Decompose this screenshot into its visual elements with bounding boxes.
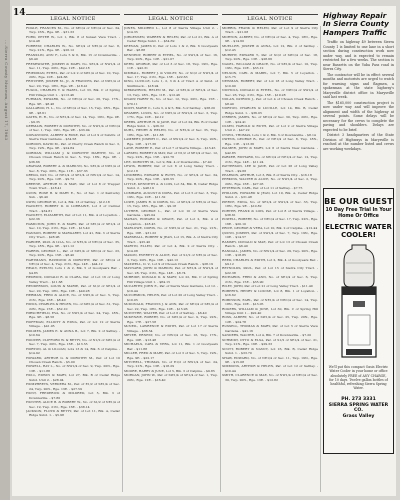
legal-notice-entry: POWELL, ROBERT, No. of NE1/4 of Sec. 17, Twp. 22N., Rge. 16E. - $20.10 (222, 217, 318, 226)
water-cooler-illustration (338, 243, 380, 361)
legal-notice-entry: PEARSON, ARTHUR, Lot 3, Blk. 6 of Sierra City. - $16.18 (222, 172, 312, 177)
legal-notice-entry: RICHARDS, FRED & ANN, No. of SE1/4 of Sec. 6, Twp. 21N., Rge. 15E. - $35.90 (222, 275, 318, 284)
ad-subhead: 10 Day Free Trial In Your Home Or Office (325, 208, 392, 219)
legal-notice-entry: KNAPP, HARRY W., No. of Sec. 12, Twp. 20N., Rge. 15E. - $70.11 (124, 97, 218, 106)
legal-notice-entry: HEALY, EVELYN, Lots 1 & 2, Blk. 5 of Goodyears Bar. - $4.85 (26, 266, 120, 275)
legal-notice-entry: KEENAN, JAMES P., Par. of Lots 1 & 2, Blk. 6 Goodyears Bar. - $8.88 (124, 43, 218, 53)
legal-notice-entry: PORTER, FRANK & LOIS, Par. of Lot 8 of Sierra Village. - $38.61 (222, 208, 318, 218)
legal-notice-entry: LINDBERG, EDWARD & RUTH, No. of SE1/4 of Sec. 34, Twp. 20N., Rge. 13E. - $26.55 (124, 172, 218, 182)
legal-notice-entry: GALLARDO, H. L., No. of SE1/4 of Sec. 15, Twp. 18N., Rge. 9E. - $8.61 (26, 106, 120, 115)
legal-notice-entry: HUMPHREYS, VERDERA M., Par. of E1/2 of SE1/4 of Sec. 24, Twp. 20N., Rge. 13E. - $27.59 (26, 382, 120, 391)
legal-notice-entry: GREENE, ARTHUR N. & MAE, Par. of Lot 8 of Trapper Town Tract. - $18.41 (26, 181, 120, 191)
legal-notice-entry: JORGENSEN, WARREN & HELEN, Par. of Lot 21, Blk. A of Cedar Ridge Subd. 1. - $34.69 (124, 34, 218, 44)
legal-notice-entry: PHILLIPS, HOWARD & JEAN, Lot 19, Blk. A, Cedar Ridge Subd. 2. - $31.48 (222, 190, 318, 200)
legal-notice-entry: GORDON, DAVID M., Par. of Cherry Creek Ranch in Sec. 3, Twp. 19N., Rge. 9E. - $24.84 (26, 141, 120, 151)
legal-notice-entry: MICHAELS, CARL & VERA, Lot 11, Blk. 1 of Goodyears Bar. - $11.88 (124, 342, 218, 351)
legal-notice-entry: PIERCE, EDNA, No. of SE1/4 of SW1/4 of Sec. 33, Twp. 18N., Rge. 9E. - $10.82 (222, 199, 318, 209)
legal-notice-entry: LOWE, JAMES R. & DORIS, No. of SE1/4 of NE1/4 of Sec. 15, Twp. 18N., Rge. 9E. - $9.18 (124, 199, 218, 209)
legal-notice-entry: FORREST, CHARLES W., No. SE1/4 of NE1/4 of Sec. 8, Twp. 21N., Rge. 9E. - $26.12 (26, 43, 120, 53)
legal-notice-entry: FUGOL, CHARLES T. & HAZEL, Lot 33, Blk. C of Spring Hill Village Unit 1. - $113.46 (26, 88, 120, 97)
column-divider (220, 26, 221, 492)
legal-notice-entry: ROGERS, WILLIAM & JUNE, Lot 30, Blk. C of Spring Hill Village Unit 1. - $92.40 (222, 306, 318, 315)
legal-notice-entry: O'NEIL, THOMAS, Lots 1 & 2, Blk. 3 of Downieville. - $8.14 (222, 132, 316, 137)
legal-notice-entry: ROSS, ALBERT, No. of SW1/4 of Sec. 25, Twp. 20N., Rge. 12E. - $24.78 (222, 315, 318, 324)
legal-notice-entry: LARSEN, ROBERT & MAY, Par. of N1/2 of SE1/4 of Sec. 12, Twp. 22N., Rge. 15E. - $22.76 (124, 150, 218, 160)
legal-notice-entry: SHAW, EDWARD, No. of NE1/4 of Sec. 11, Twp. 19N., Rge. 9E. - $15.08 (222, 355, 318, 364)
legal-notice-entry: HIRSCHFIELD, EVA, No. of NW1/4 of Sec. 24, Twp. 18N., Rge. 9E. - $8.56 (26, 311, 120, 320)
legal-notice-entry: GORMAN, WILLIAM J. & DOROTHY MARTHY, No. of Chosen Creek Ranch in Sec. 5, Twp. 18N., Rge. 9E. - $36.66 (26, 150, 120, 164)
ad-contact (324, 397, 393, 419)
legal-notice-entry: LUTHER, GEORGE L., Par. of Lot 10 of Sierra View Gardens. - $45.04 (124, 208, 218, 218)
legal-notice-entry: GRAHAM, ROBERT A. & MARILYN, No. SE1/4 of NW1/4 of Sec. 8, Twp. 20N., Rge. 11E. - $37.33 (26, 164, 120, 173)
legal-notice-entry: JONES, MILDRED L., Lot 8 of Sierra Village Unit 2. - $14.35 (124, 26, 218, 35)
legal-notice-entry: PETERSON, CARL, Par. of Lot 11 of Sattley. - $7.75 (222, 186, 303, 191)
legal-notice-entry: KENNEDY, ROBERT & ETHEL, No. of SW1/4 of Sec. 16, Twp. 20N., Rge. 12E. - $21.07 (124, 52, 218, 62)
legal-notice-entry: McINTYRE, WALTER, Par. of Lot 6 of Sattley. - $6.40 (124, 311, 207, 315)
legal-notice-entry: RUSSELL, THOMAS & MARY, Par. of Lot 5 of Sierra View Gardens. - $41.16 (222, 324, 318, 333)
legal-notice-entry: HARDER, PAUL & LILA, No. of NE1/4 of NE1/4 of Sec. 35, Twp. 18N., Rge. 9E. - $21.12 (26, 239, 120, 249)
legal-notice-entry: QUINN, JOSEPH, Par. of SW1/4 of Sec. 7, Twp. 19N., Rge. 10E. - $14.57 (222, 230, 318, 240)
legal-notice-entry: HAMILTON, JOHN E. & MARY, Par. of SE1/4 of SE1/4 of Sec. 10, Twp. 21N., Rge. 12E. - $15.40 (26, 221, 120, 231)
legal-notice-entry: LEWIS, ROBERT, Par. of Lot 8 of Long Valley Tract. - $12.18 (124, 164, 218, 173)
legal-notice-entry: MITCHELL, THOMAS, No. of E1/2 of NW1/4 of Sec. 24, Twp. 21N., Rge. 13E. - $18.29 (124, 359, 218, 369)
legal-notice-entry: McCARTHY, JOHN E., Par. of Sierra View Gardens, Lot 12. - $19.44 (124, 284, 218, 293)
legal-notice-entry: MAYNARD, JOHN & MARION, Par. of NE1/4 of NW1/4 of Sec. 28, Twp. 21N., Rge. 14E. - $8.74 (124, 266, 218, 275)
legal-notice-entry: PALMER, JOHN & MARY, Lot 6 of Sierra View Gardens. - $42.85 (222, 146, 318, 155)
legal-notice-entry: MARLOWE, DORIS, No. of NW1/4 of Sec. 21, Twp. 21N., Rge. 16E. - $31.22 (124, 226, 218, 235)
legal-notice-entry: NOLAN, PATRICK J., Par. of Lot 4 of Chosen Creek Ranch. - $8.40 (222, 97, 318, 106)
legal-notice-entry: KERN, GEORGE, Par. of Lot 3 of Sec. 18, Twp. 19N., Rge. 11E. - $42.31 (124, 61, 218, 71)
legal-notice-entry: McBRIDE, DONALD D. & MARY, Lot 22, Blk. C of Spring Hill Village Unit 1. - $84.15 (124, 275, 218, 284)
legal-notice-column-3 (222, 26, 318, 492)
legal-notice-entry: LOMBARD, AUGUST & DORA, Par. of Lot 5 of Sec. 3, Twp. 19N., Rge. 10E. - $11.32 (124, 190, 218, 200)
legal-notice-entry: NORTON, CHARLES & LUCILLE, Lot 14, Blk. B, Cedar Ridge Subd. 1. - $36.05 (222, 106, 318, 115)
legal-notice-entry: HICKS, CHARLES & HELEN, No. of SW1/4 of Sec. 31, Twp. 22N., Rge. 15E. - $52.10 (26, 302, 120, 311)
legal-notice-entry: KIRKPATRICK, HELEN M., Par. of SE1/4 of NE1/4 of Sec. 13, Twp. 18N., Rge. 11E. - $12.46 (124, 88, 218, 97)
newspaper-page (12, 6, 396, 496)
legal-notice-entry: MORGAN, JOHN W., Par. of SW1/4 of SE1/4 of Sec. 1, Twp. 20N., Rge. 12E. - $16.40 (124, 373, 218, 382)
legal-notice-entry: McKENZIE, ROBERT, No. of SW1/4 of Sec. 9, Twp. 22N., Rge. 17E. - $27.58 (124, 315, 218, 324)
article-paragraph: The $165,000 construction project is now under way and will improve the alignment and width of the highway at several points. Some delays will be necessary for the crews to complete the paving and shoulders. Delays are expected to be brief. (323, 100, 394, 132)
legal-notice-entry: KOCH, MARIE C., Lots 3, 4 & 5, Blk. 3 of Sattley. - $38.20 (124, 106, 215, 111)
legal-notice-entry: ROBINSON, EARL, Par. of NE1/4 of NW1/4 of Sec. 14, Twp. 18N., Rge. 10E. - $13.05 (222, 297, 318, 307)
legal-notice-entry: LITTLE, KENNETH A. & LOIS, Lot 34, Blk. B, Cedar Ridge Subd. 2. - $48.19 (124, 181, 218, 191)
legal-notice-entry: FOGLE, FRANCES M., No. of SE1/4 of NE1/4 of Sec. 34, Twp. 16N., Rge. 9E. - $31.33 (26, 26, 120, 35)
legal-notice-entry: HORTON, AL & LILLIAN, Lots 13 & 14, Blk. 6 of Calpine. - $14.92 (26, 346, 120, 356)
legal-notice-entry: MORRIS, FRANK & HELEN, Par. of Lot 9 of Sierra City Tract. - $21.08 (222, 26, 318, 35)
legal-notice-entry: HUNTER, ALICE B. & ROBERT W., No. of S1/2 of NE1/4 of Sec. 19, Twp. 21N., Rge. 16E. - $38.14 (26, 400, 120, 409)
legal-notice-entry: HUNT, FREDERICK & MILDRED, Lot 5, Blk. 3 of Downieville. - $7.80 (26, 391, 120, 400)
legal-notice-entry: GIOVANNONI, ALBERT & ROSE, Par. of Lot 9 of Subdiv. of Sierra View Gardens. - $34.58 (26, 132, 120, 142)
binding-gutter (0, 0, 10, 500)
legal-notice-entry: KREBS, ARTHUR H. & JANE, Par. of Lot 24, Blk. B of Cedar Ridge Subd. 1. - $26.32 (124, 119, 218, 128)
legal-notice-entry: GREGG, PAT, No. of NE1/4 of SE1/4 of NW1/4 of Sec. 14, Twp. 20N., Rge. 12E. - $9.72 (26, 172, 120, 182)
legal-notice-entry: FURMAN, EDWARD, No. of NE1/4 of Sec. 26, Twp. 17N., Rge. 9E. - $8.46 (26, 97, 120, 106)
legal-notice-entry: FRANKLIN, ANN F., Lots 5 & 6, Blk. 15 of Downieville. - $6.40 (26, 52, 120, 62)
spine-text: ....Sierra County Museum, August 17, 1963 (4, 40, 9, 141)
legal-notice-entry: HULL, EDWIN & MARY, Lot 27, Blk. B of Cedar Ridge Subd. Unit 2. - $28.04 (26, 373, 120, 382)
legal-notice-entry: HOOVER, CLIFFORD W. & BETTY, No. of N1/2 of SW1/4 of Sec. 7, Twp. 20N., Rge. 16E. - $13.55 (26, 337, 120, 347)
legal-notice-entry: MARSHALL, ROBERT & JEAN, Lot 15, Blk. A of Sierra City Tract. - $25.40 (124, 235, 218, 244)
legal-notice-entry: MORTON, ALBERT, No. of NE1/4 of Sec. 4, Twp. 18N., Rge. 9E. - $14.60 (222, 34, 318, 44)
legal-notice-entry: LEE, DOROTHY M., Lot 9, Blk. 4 of Downieville. - $7.40 (124, 159, 212, 164)
legal-notice-entry: McCORMICK, HELEN, Par. of Lot 20 of Long Valley Tract. - $10.05 (124, 293, 218, 302)
column-header-3: LEGAL NOTICE (222, 14, 318, 25)
legal-notice-entry: McDONALD, FRANCIS J. & ANN, Par. of SE1/4 of SE1/4 of Sec. 22, Twp. 18N., Rge. 10E. - $15.96 (124, 302, 218, 311)
legal-notice-entry: RAMSEY, DONALD & MAE, Par. of Lot 13 of Chosen Creek Ranch. - $6.40 (222, 239, 318, 249)
legal-notice-entry: NEWMAN, ROBERT, Par. of Lot 18 of Long Valley Tract. - $10.90 (222, 79, 318, 88)
legal-notice-entry: PARKER, RICHARD, No. of SW1/4 of NE1/4 of Sec. 12, Twp. 21N., Rge. 14E. - $11.24 (222, 155, 318, 164)
legal-notice-entry: PATTERSON, LEE & JANE, Par. of Lot 26 of Long Valley Tract. - $9.66 (222, 164, 318, 173)
legal-notice-entry: HEDRICK, DONALD R. & CLARA, Par. of Lot 16 of Long Valley Tract. - $11.68 (26, 275, 120, 284)
water-cooler-ad (323, 188, 394, 454)
legal-notice-entry: KING, LUCILLE, Lots 1, 2, 3 & 4 of Tract A of Subd. of Smithneck. - $18.94 (124, 79, 218, 88)
article-paragraph: Traffic on highway 49 between Sierra County 1 is limited to one lane in a short section during construction work now under way, and is expected to remain restricted for a few weeks. The section is near Bassetts on the Yuba Pass road in Sierra City. (323, 40, 394, 71)
legal-notice-entry: MUELLER, JOSEPH & ANNA, Lot 12, Blk. 2 of Sattley. - $12.45 (222, 43, 318, 53)
legal-notice-entry: HANSON, ROBERT & MARGARET, Lot 41, Blk. 3 of Sierra City Tract. - $28.96 (26, 230, 120, 240)
legal-notice-entry: REED, CHARLES & EDITH, Lot 2, Blk. 4 of Goodyears Bar. - $9.12 (222, 257, 318, 267)
page-number: 14 (13, 8, 26, 18)
legal-notice-entry: KRAMER, LOUIS, No. of NW1/4 of NW1/4 of Sec. 3, Twp. 17N., Rge. 10E. - $9.12 (124, 110, 218, 120)
legal-notice-entry: SANDERS, WALTER, Lot 4, Blk. 7 of Downieville. - $7.20 (222, 333, 312, 338)
cooler-cabinet-icon (342, 287, 376, 357)
article-paragraph: District 3 headquarters of the State Division of Highways in Marysville is reached at the number listed and crews are working weekdays. (323, 133, 394, 151)
legal-notice-entry: LANE, ROBERT E., Par. of Lot 7 of Sierra Village. - $13.45 (124, 146, 216, 151)
legal-notice-entry: SMITH, CLARENCE & MAE, No. of NW1/4 of NE1/4 of Sec. 30, Twp. 20N., Rge. 13E. - $12.82 (222, 373, 318, 382)
legal-notice-entry: HARRIS, GEORGE L., Par. of SW1/4 of SW1/4 of Sec. 23, Twp. 20N., Rge. 15E. - $8.40 (26, 248, 120, 258)
legal-notice-entry: HOWARD, ARTHUR G. & DOROTHY M., Par. of Lot 10 Chosen Creek Ranch. - $5.00 (26, 355, 120, 364)
legal-notice-entry: MURPHY, EDWARD T., Par. of S1/2 of SW1/4 of Sec. 18, Twp. 20N., Rge. 13E. - $28.66 (222, 52, 318, 62)
legal-notice-entry: MILLER, FRED & MARY, Par. of Lot 3 of Sec. 5, Twp. 19N., Rge. 9E. - $22.17 (124, 351, 218, 360)
legal-notice-entry: FRESHWATER, JOSEPH & MARY, No. SE1/4 of NW1/4 of Sec. 11, Twp. 20N., Rge. 12E. - $42.18 (26, 61, 120, 71)
column-divider (122, 26, 123, 492)
legal-notice-entry: NAGEL, WILLIAM & GRACE, No. of SE1/4 of Sec. 10, Twp. 19N., Rge. 10E. - $33.12 (222, 61, 318, 71)
column-header-1: LEGAL NOTICE (26, 14, 120, 25)
legal-notice-entry: O'BRIEN, JAMES, No. of SE1/4 of Sec. 30, Twp. 20N., Rge. 12E. - $24.41 (222, 115, 318, 124)
highway-article (323, 40, 394, 152)
legal-notice-entry: PRICE, GEORGE & VERA, Lot 10, Blk. 2 of Calpine. - $12.44 (222, 226, 318, 231)
column-header-2: LEGAL NOTICE (124, 14, 218, 25)
legal-notice-entry: ROBERTS, HENRY & LOUISE, Lot 8, Blk. 1 of Loyalton. - $16.62 (222, 288, 318, 298)
ad-city: Grass Valley (342, 413, 375, 419)
legal-notice-entry: HACKETT, ELIZABETH, Par. of Lot 11, Blk. 4 of Loyalton. - $22.36 (26, 213, 120, 222)
legal-notice-entry: SIMMONS, ARTHUR & HELEN, Par. of Lot 12 of Sattley. - $10.44 (222, 364, 318, 373)
ad-headline: BE OUR GUEST (324, 197, 393, 206)
legal-notice-entry: KIMBALL, ROBERT J. & VIOLET, No. of S1/2 of NW1/4 of Sec. 17, Twp. 21N., Rge. 13E. - $22.63 (124, 70, 218, 79)
legal-notice-entry: MEYER, ERNEST, No. of NW1/4 of Sec. 16, Twp. 17N., Rge. 10E. - $13.48 (124, 333, 218, 342)
legal-notice-entry: OWENS, GEORGE B., Par. of NE1/4 of Sec. 8, Twp. 18N., Rge. 11E. - $13.36 (222, 137, 318, 146)
legal-notice-entry: JACKSON, FLOYD & BETTY, Par. of Lot 11, Blk. A, Cedar Ridge Subd. 1. - $5.98 (26, 408, 120, 418)
legal-notice-entry: HOFFMAN, ELLIOTT & EDNA, Par. of Lot 12 of Sierra Village. - $41.05 (26, 319, 120, 329)
ad-phone-number: PH. 273 3331 (341, 397, 376, 402)
legal-notice-entry: RILEY, JOHN, Par. of Lot 21 of Long Valley Tract. - $11.40 (222, 284, 313, 289)
legal-notice-entry: MASON, EVERETT & ALICE, Par. of S1/2 of NE1/4 of Sec. 3, Twp. 20N., Rge. 16E. - $42.13 (124, 253, 218, 262)
legal-notice-entry: NICHOLS, DONALD & ETHEL, No. of NW1/4 of SW1/4 of Sec. 26, Twp. 21N., Rge. 15E. - $19.28 (222, 88, 318, 97)
legal-notice-column-2 (124, 26, 218, 492)
legal-notice-entry: HENDERSON, LOUIS & MARIE, Par. of S1/2 of SE1/4 of Sec. 20, Twp. 18N., Rge. 10E. - $49.28 (26, 284, 120, 293)
legal-notice-entry: HARTMANN, RAYMOND & DOROTHY, Par. of SE1/4 of NE1/4 of Sec. 4, Twp. 21N., Rge. 14E. - $44.12 (26, 257, 120, 267)
legal-notice-entry: LAMBERT, JOSEPH C., Par. of SW1/4 of Sec. 6, Twp. 20N., Rge. 12E. - $17.36 (124, 137, 218, 146)
legal-notice-entry: FRITCHER, JOSEPH M., Jr., & FRANCES, Par. of NW1/4 of Sec. 20, Twp. 18N., Rge. 9E. - $18.41 (26, 79, 120, 88)
legal-notice-entry: HOWELL, RAY L., No. of NW1/4 of Sec. 9, Twp. 20N., Rge. 13E. - $11.88 (26, 364, 120, 373)
legal-notice-entry: GUNN, ROSE B. & MARY E., No. of Sec. 1 of Kentucky Sub. - $6.40 (26, 190, 120, 200)
legal-notice-entry: RANDALL, JAMES, No. of NW1/4 of Sec. 29, Twp. 20N., Rge. 13E. - $18.85 (222, 248, 318, 258)
legal-notice-entry: SCHMIDT, OTTO & ELSA, Par. of S1/2 of SE1/4 of Sec. 21, Twp. 21N., Rge. 16E. - $29.33 (222, 337, 318, 347)
legal-notice-entry: KUHL, HENRY & HELEN, No. of NE1/4 of Sec. 35, Twp. 18N., Rge. 9E. - $11.88 (124, 128, 218, 137)
legal-notice-entry: MAXWELL, D. V., Lot 9 of Chosen Creek Ranch. - $28.19 (124, 262, 213, 267)
legal-notice-entry: NELSON, CARL & MABEL, Lot 7, Blk. 5 of Loyalton. - $15.75 (222, 70, 318, 79)
legal-notice-entry: GWIN, GEORGE W., Lot 4, Blk. 13 of Sattley. - $12.18 (26, 199, 110, 204)
ad-product: ELECTRIC WATER COOLER! (325, 223, 392, 239)
legal-notice-entry: OLSEN, HAROLD & RUTH, Par. of Lot 2 of Sierra Village Unit 2. - $47.22 (222, 123, 318, 133)
legal-notice-entry: SCOTT, ROBERT & NANCY, Lot 16, Blk. B, Cedar Ridge Subd. 1. - $33.70 (222, 346, 318, 356)
legal-notice-entry: McNEIL, LAWRENCE & EDITH, Par. of Lot 17 of Sierra Village. - $36.54 (124, 324, 218, 333)
legal-notice-entry: HERMAN, FRED & ALICE, No. of NW1/4 of Sec. 5, Twp. 21N., Rge. 16E. - $8.40 (26, 293, 120, 302)
legal-notice-entry: GERMAIN, ROBERT & DOROTHY, No. of NW1/4 of NW1/4 of Sec. 1, Twp. 19N., Rge. 9E. - $33.94 (26, 123, 120, 133)
legal-notice-entry: FRIEDMAN, ETHEL, Par. of Lot 2 of SW1/4 of Sec. 10, Twp. 20N., Rge. 10E. - $24.66 (26, 70, 120, 79)
highway-headline: Highway Repair In Sierra County Hampers Traffic (323, 11, 389, 37)
legal-notice-column-1 (26, 26, 120, 492)
article-paragraph: The contractor will be in effect several months and motorists are urged to watch for warning signs and flagmen, a spokesman at the state highway's Marysville district office in Marysville said last week. (323, 72, 394, 99)
legal-notice-entry: GATES, H. R., No. of NE1/4 of Sec. 14, Twp. 16N., Rge. 9E. - $9.35 (26, 115, 120, 124)
right-sidebar (321, 6, 396, 496)
legal-notice-entry: FORD, PETER W., Lot 1, Blk. 8 of Sunset View Tract. - $14.48 (26, 34, 120, 44)
legal-notice-entry: MOORE, HARRY & JUNE, Lot 5, Blk. 3 of Calpine. - $9.85 (124, 368, 215, 373)
water-bottle-icon (344, 245, 374, 287)
legal-notice-entry: MARTIN, ELLEN, Par. of Lot 4, Blk. 2 of Sierra City. - $14.08 (124, 244, 218, 253)
ad-company-name: SIERRA SPRING WATER CO. (328, 402, 389, 414)
legal-notice-entry: REYNOLDS, PAUL, Par. of Lot 15 of Sierra City Tract. - $22.38 (222, 266, 318, 275)
legal-notice-entry: HOLMES, JAMES E. & ANNA B., Lot 7, Blk. 2 of Sattley. - $10.64 (26, 328, 120, 338)
legal-notice-entry: PERKINS, WALTER & ALICE, No. of NW1/4 of Sec. 2, Twp. 20N., Rge. 16E. - $27.03 (222, 177, 318, 186)
ad-body-text: We'll put this compact Oasis Electric Water Cooler in your home or office absolutely FREE of ANY CHARGE, for 10 days. Twelve gallon bottles of healthful, refreshing Sierra Spring Water. (328, 365, 389, 391)
legal-notice-entry: HACKETT, ROBERT D. & LORRAINE, Lot 3 of Carmel Tract. - $34.81 (26, 204, 120, 213)
legal-notice-entry: MAHAN, EDWARD & GRACE, Par. of Lot 2, Blk. 4 of Loyalton. - $18.45 (124, 217, 218, 226)
